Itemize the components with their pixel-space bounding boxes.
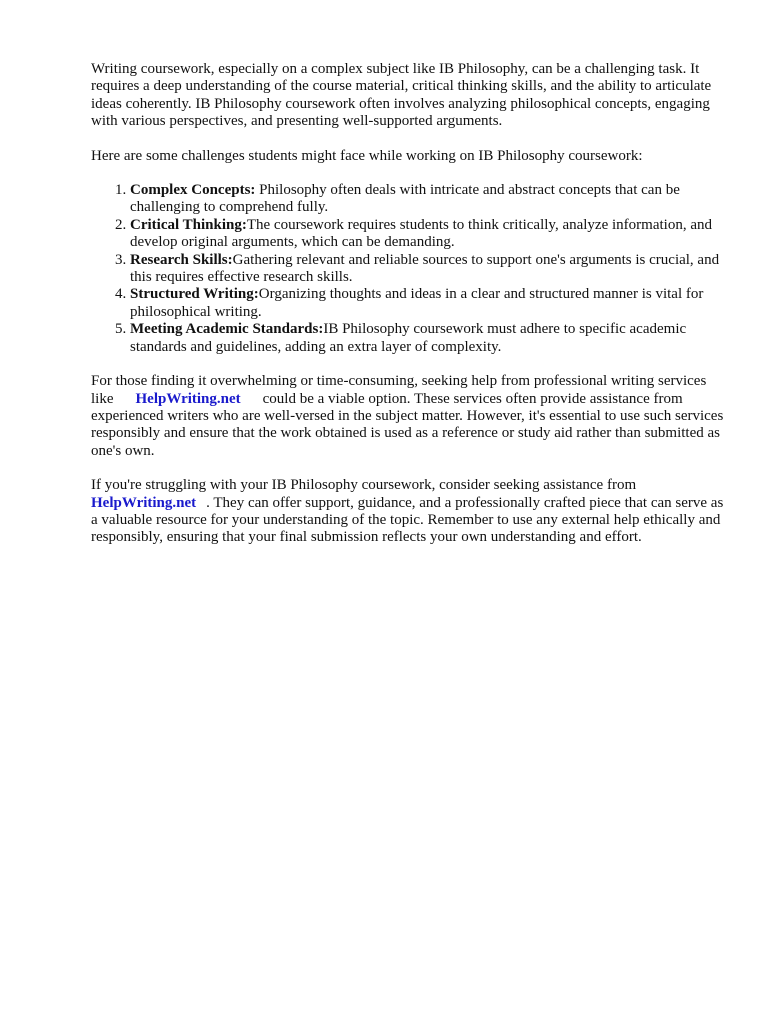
closing-paragraph <box>91 477 731 547</box>
list-item-text: IB Philosophy coursework must adhere to specific academic standards and guidelines, adding an extra layer of complexity. <box>130 321 687 355</box>
closing-text-after: . They can offer support, guidance, and a professionally crafted piece that can serve as a valuable resource for your understanding of the topic. Remember to use any external help ethically and responsibly, ensuring that your final submission reflects your own understanding and effort. <box>91 494 724 546</box>
list-item-term: Complex Concepts: <box>130 182 256 199</box>
challenges-list <box>91 182 731 356</box>
list-item <box>130 217 731 252</box>
document-page <box>91 61 731 564</box>
list-item <box>130 182 731 217</box>
list-item-term: Meeting Academic Standards: <box>130 321 324 338</box>
closing-text-before: If you're struggling with your IB Philosophy coursework, consider seeking assistance from <box>91 477 637 494</box>
intro-paragraph: Writing coursework, especially on a complex subject like IB Philosophy, can be a challenging task. It requires a deep understanding of the course material, critical thinking skills, and the ability to articulate ideas coherently. IB Philosophy coursework often involves analyzing philosophical concepts, engaging with various perspectives, and presenting well-supported arguments. <box>91 61 712 130</box>
list-item-text: Gathering relevant and reliable sources to support one's arguments is crucial, and this requires effective research skills. <box>130 251 720 286</box>
list-item <box>130 321 731 356</box>
helpwriting-link[interactable]: HelpWriting.net <box>135 390 241 407</box>
list-item-text: The coursework requires students to think critically, analyze information, and develop original arguments, which can be demanding. <box>130 216 712 251</box>
list-item <box>130 252 731 287</box>
list-item-term: Research Skills: <box>130 251 233 268</box>
list-item-term: Structured Writing: <box>130 286 259 303</box>
list-item-term: Critical Thinking: <box>130 216 247 233</box>
list-item-text: Organizing thoughts and ideas in a clear and structured manner is vital for philosophical writing. <box>130 286 704 320</box>
helpwriting-link[interactable]: HelpWriting.net <box>91 494 197 511</box>
list-item <box>130 286 731 321</box>
list-item-text: Philosophy often deals with intricate and abstract concepts that can be challenging to comprehend fully. <box>130 182 680 216</box>
services-text-before: For those finding it overwhelming or time-consuming, seeking help from professional writing services like <box>91 373 707 407</box>
services-text-after: could be a viable option. These services often provide assistance from experienced writers who are well-versed in the subject matter. However, it's essential to use such services responsibly and ensure that the work obtained is used as a reference or study aid rather than submitted as one's own. <box>91 390 724 459</box>
services-paragraph <box>91 373 731 460</box>
challenges-intro-paragraph: Here are some challenges students might face while working on IB Philosophy coursework: <box>91 147 643 164</box>
